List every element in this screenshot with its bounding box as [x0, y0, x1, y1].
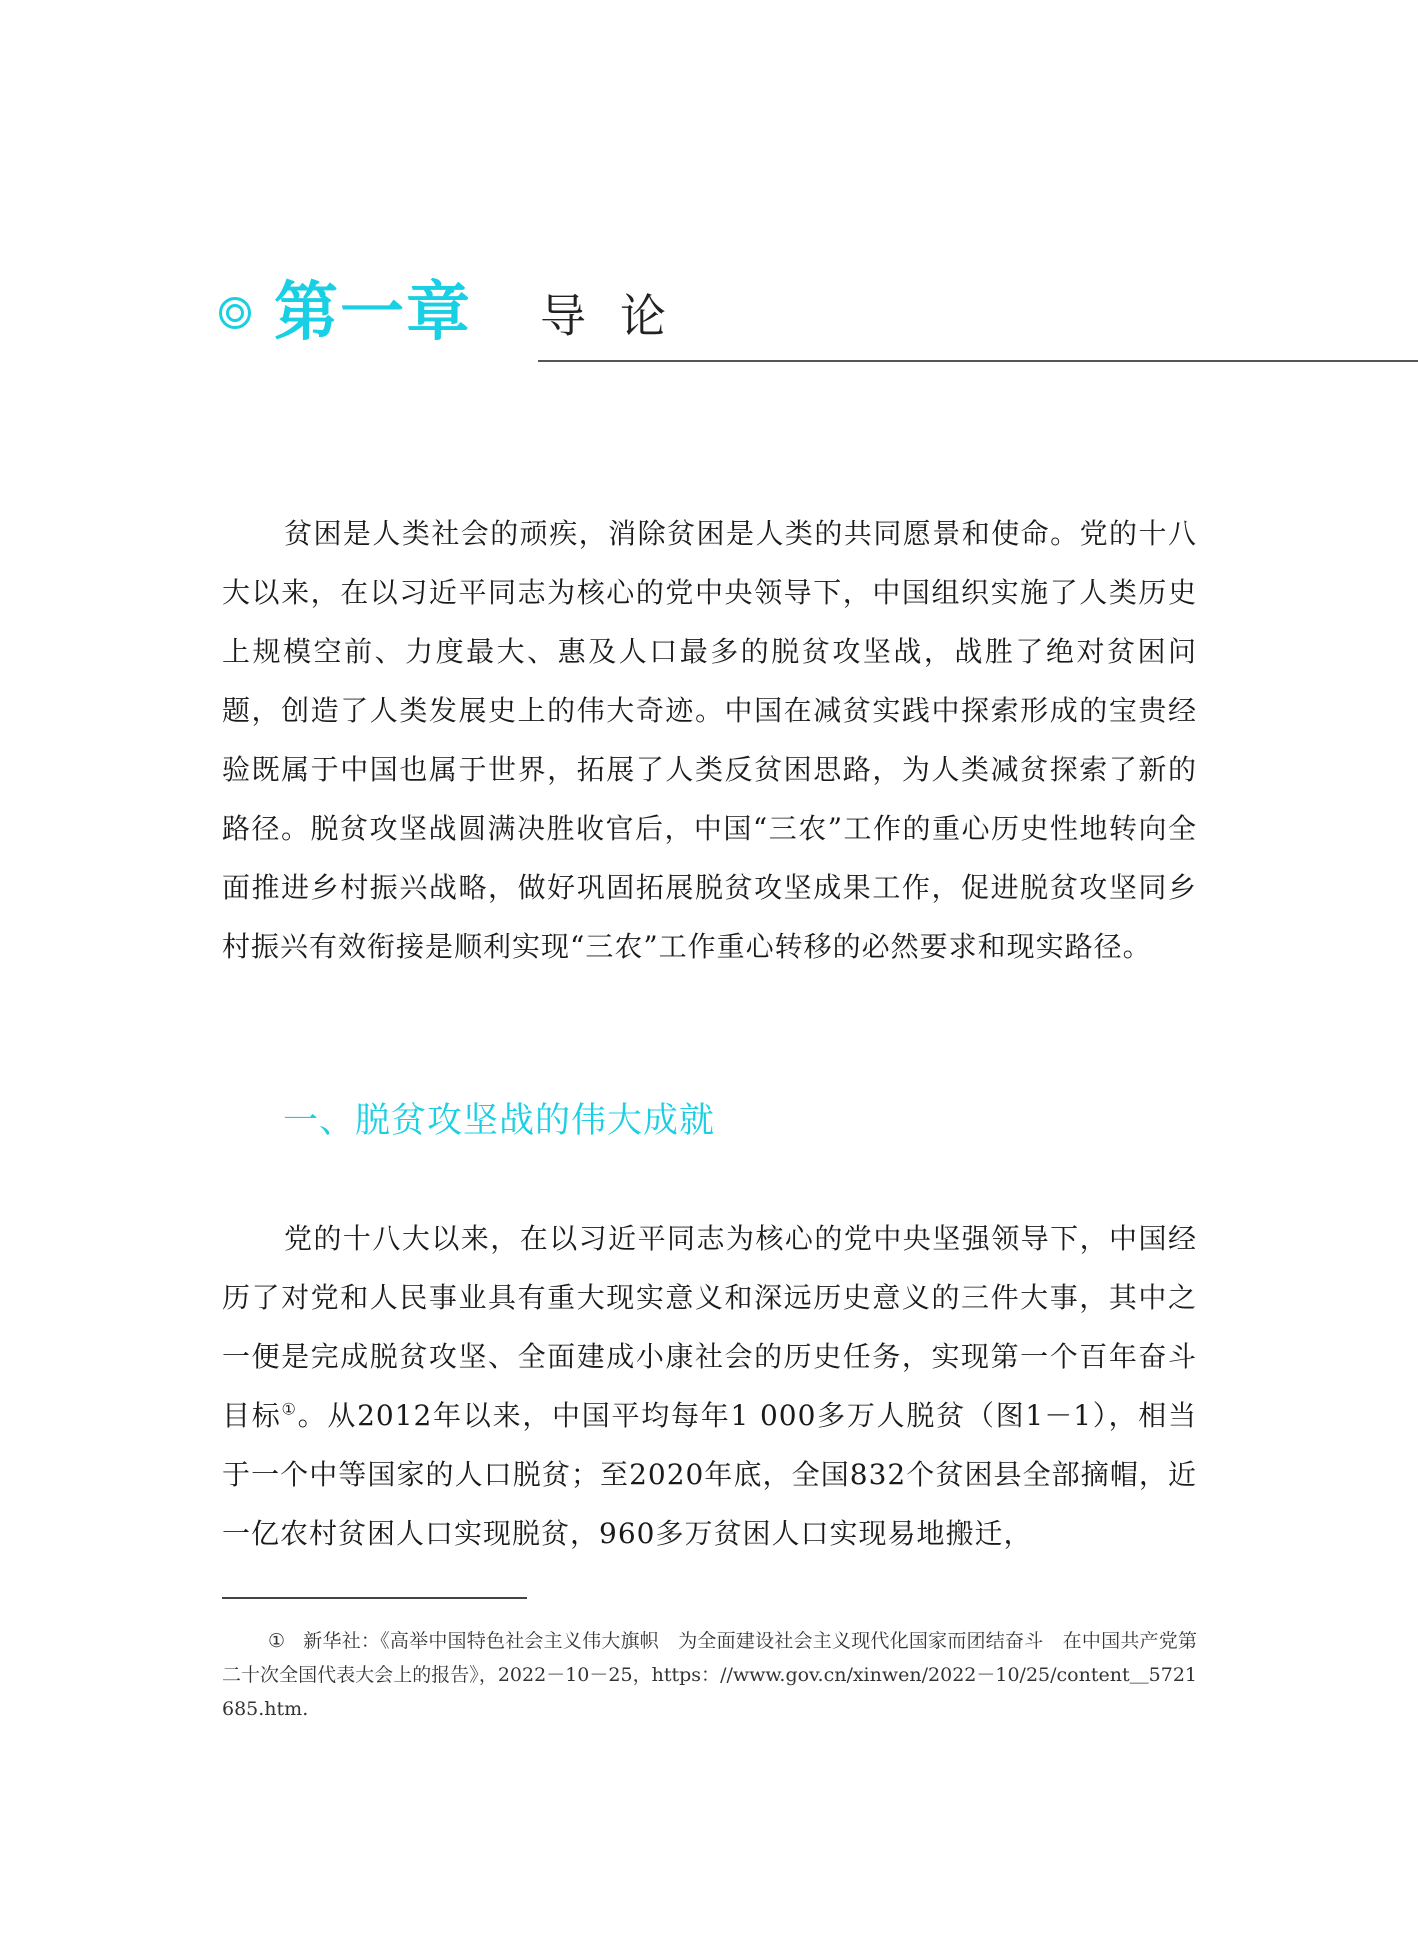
footnote-marker: ①: [268, 1630, 286, 1652]
intro-paragraph: 贫困是人类社会的顽疾，消除贫困是人类的共同愿景和使命。党的十八大以来，在以习近平同志为核心的党中央领导下，中国组织实施了人类历史上规模空前、力度最大、惠及人口最多的脱贫攻坚战，战胜了绝对贫困问题，创造了人类发展史上的伟大奇迹。中国在减贫实践中探索形成的宝贵经验既属于中国也属于世界，拓展了人类反贫困思路，为人类减贫探索了新的路径。脱贫攻坚战圆满决胜收官后，中国“三农”工作的重心历史性地转向全面推进乡村振兴战略，做好巩固拓展脱贫攻坚成果工作，促进脱贫攻坚同乡村振兴有效衔接是顺利实现“三农”工作重心转移的必然要求和现实路径。: [222, 517, 1197, 963]
footnote: [222, 1624, 1197, 1726]
footnote-divider: [222, 1597, 527, 1599]
paragraph-text-part2: 。从2012年以来，中国平均每年1 000多万人脱贫（图1－1），相当于一个中等国家的人口脱贫；至2020年底，全国832个贫困县全部摘帽，近一亿农村贫困人口实现脱贫，960多万贫困人口实现易地搬迁，: [222, 1399, 1197, 1550]
footnote-reference[interactable]: ①: [281, 1399, 298, 1419]
double-circle-icon: [218, 296, 252, 330]
body-paragraph: [222, 1209, 1197, 1563]
section-heading: 一、脱贫攻坚战的伟大成就: [283, 1101, 716, 1141]
paragraph-text-part1: 党的十八大以来，在以习近平同志为核心的党中央坚强领导下，中国经历了对党和人民事业具有重大现实意义和深远历史意义的三件大事，其中之一便是完成脱贫攻坚、全面建成小康社会的历史任务，实现第一个百年奋斗目标: [222, 1222, 1197, 1432]
chapter-number: 第一章: [274, 276, 472, 350]
chapter-divider: [538, 360, 1418, 362]
chapter-title: 导论: [540, 289, 700, 343]
footnote-text: 新华社：《高举中国特色社会主义伟大旗帜 为全面建设社会主义现代化国家而团结奋斗 在中国共产党第二十次全国代表大会上的报告》，2022－10－25，https：//www.gov.cn/xinwen/2022－10/25/content＿5721685.htm.: [222, 1630, 1197, 1720]
